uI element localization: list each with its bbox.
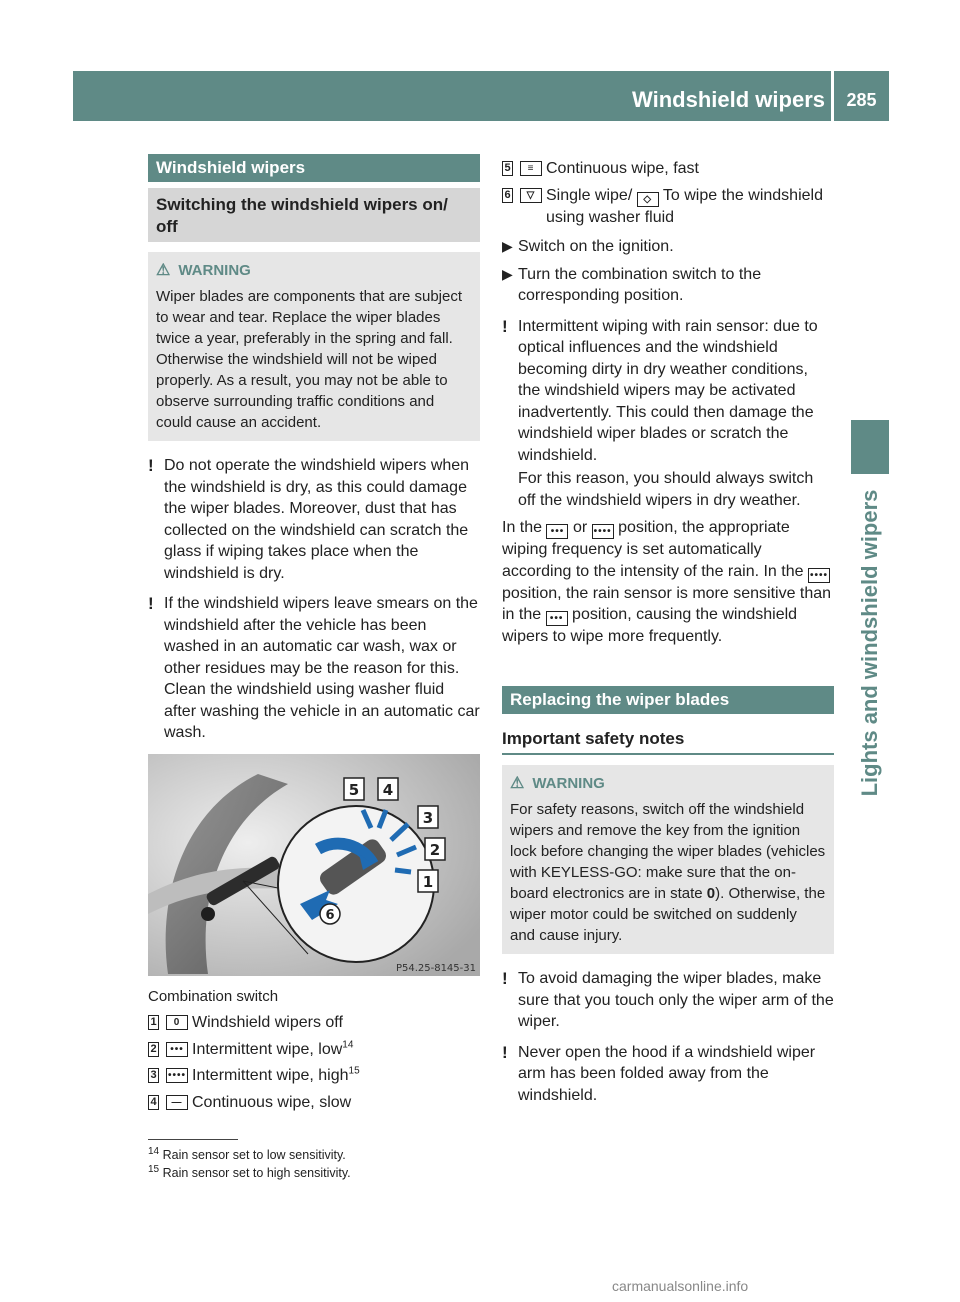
warning-text: For safety reasons, switch off the windshield wipers and remove the key from the ignition lock before changing the wiper blades (vehicles with KEYLESS-GO: make sure that the on-board electronics are in state 0). Otherwise, the wiper motor could be switched on suddenly and cause injury.: [510, 801, 826, 944]
note: ! Never open the hood if a windshield wiper arm has been folded away from the windshield.: [502, 1042, 816, 1104]
intermittent-low-icon: •••: [166, 1042, 188, 1057]
subsection-heading: Important safety notes: [502, 728, 834, 756]
footnotes: [148, 1140, 838, 1182]
warning-title: ⚠ WARNING: [510, 775, 605, 792]
attention-icon: !: [148, 456, 154, 475]
callout-label: 3: [422, 808, 434, 827]
chapter-label: Lights and windshield wipers: [857, 489, 882, 797]
continuous-fast-icon: ≡: [520, 161, 542, 176]
arrow-icon: ▶: [502, 238, 513, 254]
footnote-ref: 14: [342, 1039, 354, 1051]
intermittent-high-icon: ••••: [809, 569, 828, 581]
list-item: 6 ▽ Single wipe/ ◇ To wipe the windshield using washer fluid: [502, 185, 834, 229]
item-number: 3: [148, 1068, 159, 1083]
item-number: 6: [502, 188, 513, 203]
page-number: 285: [846, 90, 877, 110]
continuous-slow-icon: —: [166, 1095, 188, 1110]
note: ! Intermittent wiping with rain sensor: due to optical influences and the windshield becoming dirty in dry weather conditions, the windshield wipers may be activated inadvertently. This could then damage the windshield wiper blades or scratch the windshield. For this reason, you should always switch off the windshield wipers in dry weather.: [502, 316, 818, 509]
single-wipe-icon: ▽: [520, 188, 542, 203]
footnote: $^{15}$ Rain sensor set to high sensitivity.: [148, 1163, 351, 1180]
washer-fluid-icon: ◇: [637, 192, 659, 207]
left-column: [148, 154, 480, 1113]
item-number: 4: [148, 1095, 159, 1110]
warning-triangle-icon: ⚠: [510, 775, 525, 792]
footnote-divider: [148, 1139, 238, 1140]
note: ! Do not operate the windshield wipers when the windshield is dry, as this could damage the wiper blades. Moreover, dust that has collected on the windshield can scratch the glass if wiping takes place when the windshield is dry.: [148, 456, 470, 582]
page-title: Windshield wipers: [632, 87, 825, 112]
section-heading: Windshield wipers: [148, 154, 480, 182]
chapter-tab: [851, 420, 889, 474]
intermittent-high-icon: ••••: [593, 526, 612, 537]
intermittent-low-icon: •••: [546, 524, 568, 539]
warning-box: [148, 252, 480, 441]
item-number: 1: [148, 1015, 159, 1030]
section-heading: Replacing the wiper blades: [502, 686, 834, 714]
figure-caption: Combination switch: [148, 987, 279, 1005]
warning-text: Wiper blades are components that are subject to wear and tear. Replace the wiper blades twice a year, preferably in the spring and fall. Otherwise the windshield will not be wiped properly. As a result, you may not be able to observe surrounding traffic conditions and could cause an accident.: [156, 288, 462, 431]
intermittent-high-icon: ••••: [167, 1070, 186, 1081]
footnote: $^{14}$ Rain sensor set to low sensitivity.: [148, 1145, 346, 1162]
right-column: [502, 154, 834, 1106]
instruction-step: ▶ Turn the combination switch to the corresponding position.: [502, 265, 762, 304]
intermittent-low-icon: •••: [546, 611, 568, 626]
list-item: 1 0 Windshield wipers off: [148, 1012, 480, 1034]
footnote-ref: 15: [348, 1065, 360, 1077]
paragraph: In the ••• or •••• position, the appropriate wiping frequency is set automatically according to the intensity of the rain. In the •••• position, the rain sensor is more sensitive than in the ••• position, causing the windshield wipers to wipe more frequently.: [502, 519, 832, 645]
note: ! To avoid damaging the wiper blades, make sure that you touch only the wiper arm of the wiper.: [502, 969, 834, 1030]
item-number: 5: [502, 161, 513, 176]
note: ! If the windshield wipers leave smears on the windshield after the vehicle has been washed in an automatic car wash, wax or other residues may be the reason for this. Clean the windshield using washer fluid after washing the vehicle in an automatic car wash.: [148, 594, 480, 741]
list-item: 3 •••• Intermittent wipe, high$^{15}$: [148, 1065, 480, 1087]
arrow-icon: ▶: [502, 265, 513, 282]
subsection-heading: Switching the windshield wipers on/ off: [148, 188, 480, 242]
callout-label: 4: [382, 780, 394, 799]
callout-label: 1: [422, 872, 434, 891]
attention-icon: !: [502, 1042, 508, 1062]
list-item: 5 ≡ Continuous wipe, fast: [502, 158, 834, 180]
attention-icon: !: [502, 969, 508, 988]
warning-title: ⚠ WARNING: [156, 262, 251, 279]
figure-code: P54.25-8145-31: [395, 962, 476, 974]
callout-label: 5: [348, 780, 360, 799]
item-number: 2: [148, 1042, 159, 1057]
combination-switch-figure: [148, 754, 480, 976]
wiper-off-icon: 0: [166, 1015, 188, 1030]
instruction-step: ▶ Switch on the ignition.: [502, 236, 834, 258]
callout-label: 6: [325, 907, 335, 923]
list-item: 2 ••• Intermittent wipe, low$^{14}$: [148, 1039, 480, 1061]
watermark: carmanualsonline.info: [612, 1278, 749, 1294]
callout-label: 2: [429, 840, 441, 859]
combination-switch-illustration: [148, 754, 480, 976]
list-item: 4 — Continuous wipe, slow: [148, 1092, 480, 1114]
attention-icon: !: [148, 594, 154, 613]
warning-triangle-icon: ⚠: [156, 262, 171, 279]
warning-box: [502, 765, 834, 954]
attention-icon: !: [502, 316, 508, 336]
